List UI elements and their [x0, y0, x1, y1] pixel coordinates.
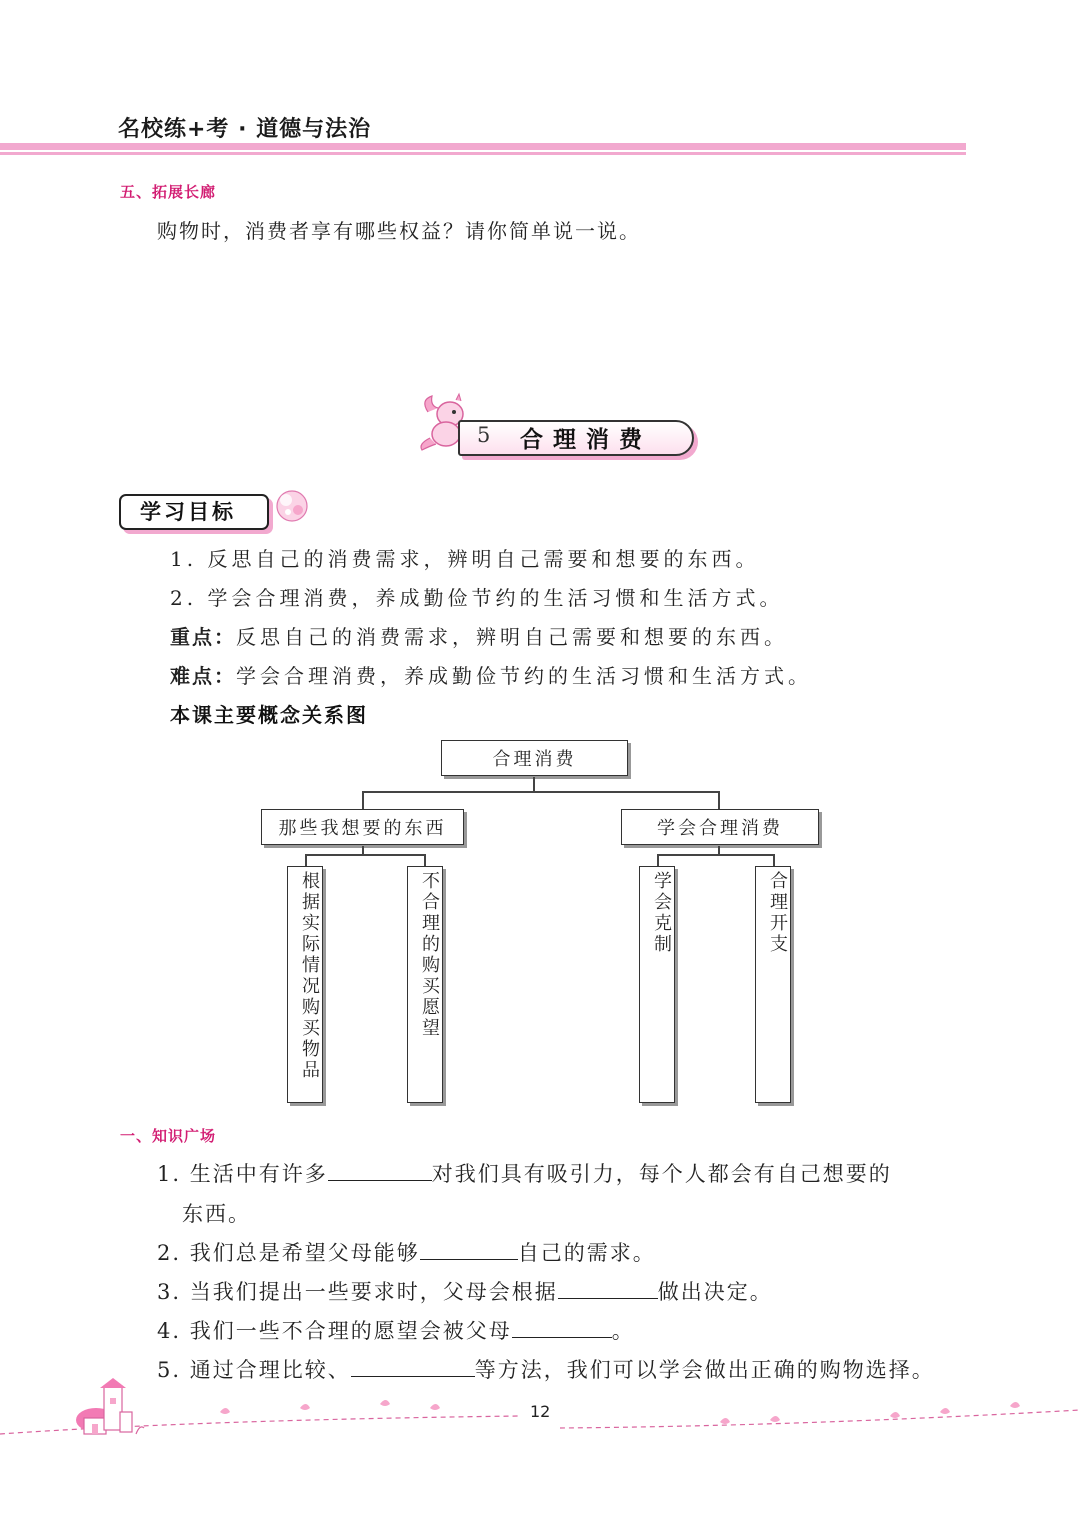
key-point-text: 反思自己的消费需求，辨明自己需要和想要的东西。 [236, 625, 788, 649]
difficulty-text: 学会合理消费，养成勤俭节约的生活习惯和生活方式。 [236, 664, 812, 688]
concept-leaf: 学会克制 [639, 866, 675, 1103]
concept-leaf: 合理开支 [755, 866, 791, 1103]
goal-1: 1. 反思自己的消费需求，辨明自己需要和想要的东西。 [170, 547, 760, 571]
concept-leaf: 不合理的购买愿望 [407, 866, 443, 1103]
concept-right-branch: 学会合理消费 [621, 809, 819, 845]
question-text: 4. 我们一些不合理的愿望会被父母 [157, 1319, 512, 1343]
question-text: 等方法，我们可以学会做出正确的购物选择。 [474, 1358, 935, 1382]
concept-leaf: 根据实际情况购买物品 [287, 866, 323, 1103]
connector [362, 846, 364, 854]
key-point-label: 重点： [170, 625, 236, 649]
extension-question: 购物时，消费者享有哪些权益？请你简单说一说。 [157, 219, 641, 243]
question-text: 2. 我们总是希望父母能够 [157, 1241, 420, 1265]
connector [718, 846, 720, 854]
connector [773, 854, 775, 866]
concept-map-heading: 本课主要概念关系图 [170, 703, 368, 727]
study-goals-label: 学习目标 [140, 500, 236, 524]
lesson-number: 5 [477, 423, 491, 447]
difficulty-point [170, 660, 812, 689]
connector [657, 854, 659, 866]
concept-root: 合理消费 [441, 740, 628, 776]
answer-blank[interactable] [558, 1298, 658, 1299]
page-number: 12 [530, 1402, 551, 1421]
fill-question-1-cont [182, 1198, 251, 1228]
fill-question-4 [157, 1315, 635, 1345]
answer-blank[interactable] [420, 1259, 518, 1260]
connector [424, 854, 426, 866]
lesson-title: 合理消费 [520, 427, 652, 453]
key-point [170, 621, 788, 650]
fill-question-1 [157, 1158, 892, 1188]
connector [305, 854, 307, 866]
goal-2: 2. 学会合理消费，养成勤俭节约的生活习惯和生活方式。 [170, 586, 784, 610]
answer-blank[interactable] [328, 1180, 432, 1181]
concept-left-branch: 那些我想要的东西 [261, 809, 464, 845]
question-text: 3. 当我们提出一些要求时，父母会根据 [157, 1280, 558, 1304]
difficulty-label: 难点： [170, 664, 236, 688]
connector [305, 854, 425, 856]
connector [718, 791, 720, 809]
house-icon [70, 1378, 154, 1440]
connector [362, 791, 364, 809]
flower-icon [268, 484, 318, 528]
fill-question-3 [157, 1276, 773, 1306]
question-text: 。 [611, 1319, 635, 1343]
question-text: 东西。 [182, 1202, 251, 1226]
question-text: 做出决定。 [657, 1280, 773, 1304]
connector [362, 791, 719, 793]
connector [533, 777, 535, 791]
question-text: 5. 通过合理比较、 [157, 1358, 351, 1382]
question-text: 自己的需求。 [517, 1241, 656, 1265]
connector [657, 854, 774, 856]
answer-blank[interactable] [512, 1337, 612, 1338]
section-heading-extension: 五、拓展长廊 [120, 183, 217, 201]
fill-question-2 [157, 1237, 656, 1267]
question-text: 1. 生活中有许多 [157, 1162, 328, 1186]
question-text: 对我们具有吸引力，每个人都会有自己想要的 [431, 1162, 892, 1186]
book-title: 名校练+考 · 道德与法治 [118, 117, 372, 142]
header-divider [0, 143, 966, 150]
header-divider-thin [0, 152, 966, 155]
section-heading-knowledge: 一、知识广场 [120, 1127, 217, 1145]
